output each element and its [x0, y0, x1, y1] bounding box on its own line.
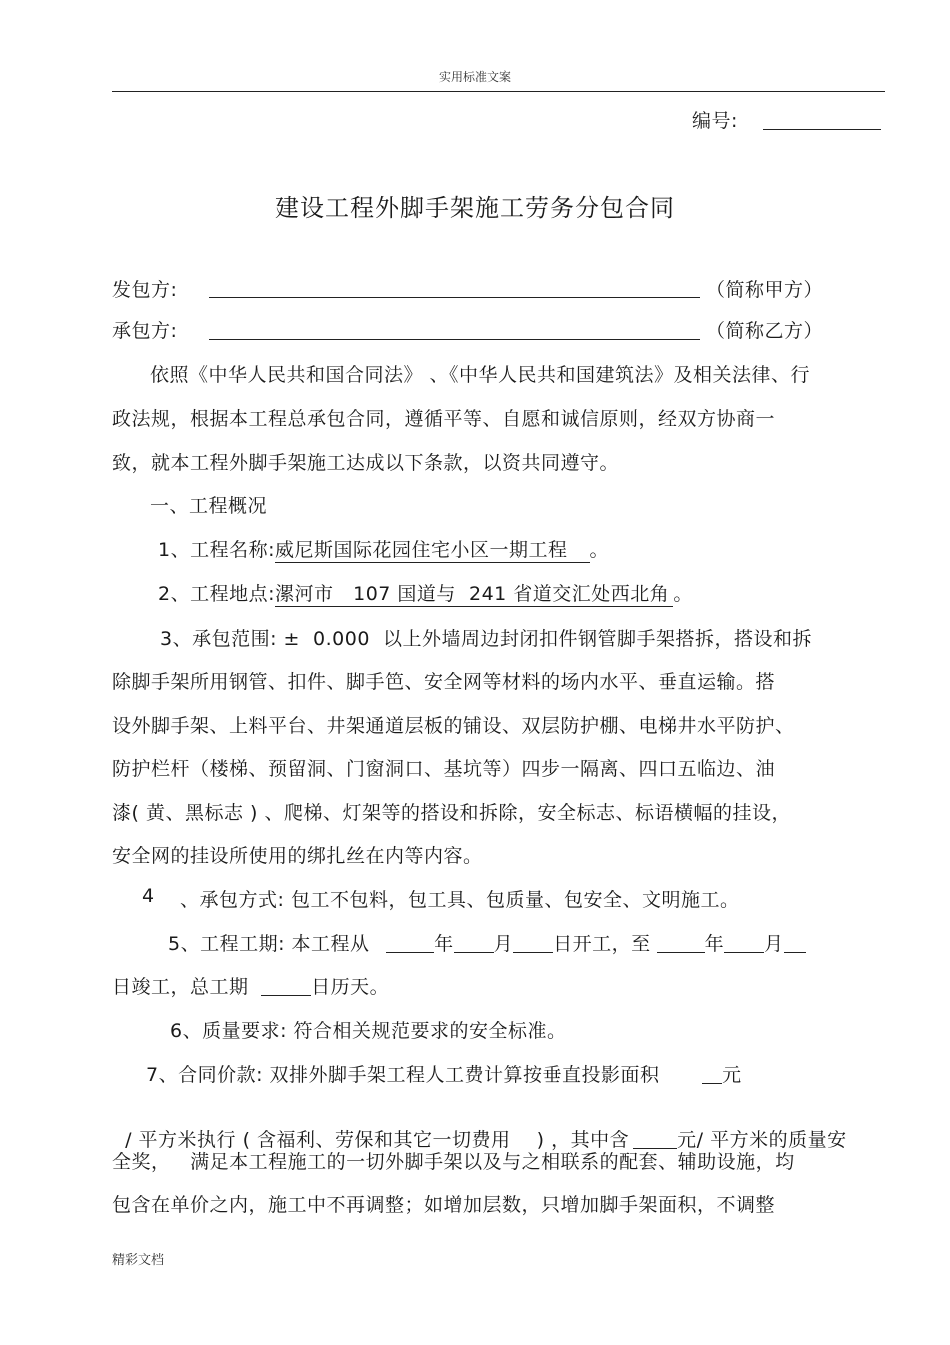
item-3-line-6: 安全网的挂设所使用的绑扎丝在内等内容。 [112, 845, 483, 867]
item-4-text: 、承包方式: 包工不包料，包工具、包质量、包安全、文明施工。 [180, 889, 740, 911]
item-2-label: 2、工程地点: [158, 583, 275, 605]
employer-field[interactable] [209, 297, 700, 298]
intro-line-1: 依照《中华人民共和国合同法》 、《中华人民共和国建筑法》及相关法律、行 [150, 364, 811, 386]
contractor-label: 承包方: [112, 320, 178, 342]
item-3-line-1: 3、承包范围: ± 0.000 以上外墙周边封闭扣件钢管脚手架搭拆，搭设和拆 [160, 628, 813, 650]
contractor-field[interactable] [209, 339, 700, 340]
item-3-line-2: 除脚手架所用钢管、扣件、脚手笆、安全网等材料的场内水平、垂直运输。搭 [112, 671, 776, 693]
end-month-field[interactable] [724, 934, 764, 953]
item-5-duration-unit: 日历天。 [311, 976, 390, 998]
page-header: 实用标准文案 [438, 70, 511, 84]
number-field[interactable] [763, 129, 881, 130]
number-label: 编号: [692, 110, 738, 132]
end-month-label: 月 [764, 933, 784, 955]
item-7-line-1 [146, 1060, 742, 1087]
item-2 [158, 579, 693, 607]
employer-label: 发包方: [112, 279, 178, 301]
item-7-line-3: 全奖， 满足本工程施工的一切外脚手架以及与之相联系的配套、辅助设施，均 [112, 1151, 795, 1173]
item-1-label: 1、工程名称: [158, 539, 275, 561]
contractor-alias: （简称乙方） [706, 320, 824, 342]
item-5-line-1 [168, 929, 806, 956]
item-7-line-2-a: / 平方米执行 ( 含福利、劳保和其它一切费用 ) ，其中含 [125, 1129, 630, 1151]
header-divider [112, 91, 885, 92]
start-month-field[interactable] [454, 934, 494, 953]
item-4-number: 4 [142, 885, 155, 907]
intro-line-3: 致，就本工程外脚手架施工达成以下条款，以资共同遵守。 [112, 452, 620, 474]
unit-price-field[interactable] [702, 1065, 722, 1084]
document-title: 建设工程外脚手架施工劳务分包合同 [275, 194, 675, 222]
item-3-line-4: 防护栏杆（楼梯、预留洞、门窗洞口、基坑等）四步一隔离、四口五临边、油 [112, 758, 776, 780]
item-2-end: 。 [673, 583, 693, 605]
project-location-field[interactable]: 漯河市 107 国道与 241 省道交汇处西北角 [275, 579, 673, 607]
end-day-field[interactable] [784, 934, 806, 953]
item-7-line-2 [112, 1103, 847, 1152]
item-7-unit: 元 [722, 1064, 742, 1086]
item-1-end: 。 [589, 539, 610, 561]
item-5-label: 5、工程工期: 本工程从 [168, 933, 370, 955]
start-year-label: 年 [434, 933, 454, 955]
item-6-text: 6、质量要求: 符合相关规范要求的安全标准。 [170, 1020, 567, 1042]
start-month-label: 月 [493, 933, 514, 955]
item-5-line-2 [112, 972, 389, 999]
duration-field[interactable] [261, 977, 311, 996]
item-3-line-5: 漆( 黄、黑标志 ) 、爬梯、灯架等的搭设和拆除，安全标志、标语横幅的挂设， [112, 802, 791, 824]
item-5-end-label: 日竣工，总工期 [112, 976, 249, 998]
employer-alias: （简称甲方） [706, 279, 824, 301]
item-1 [158, 535, 609, 563]
start-day-field[interactable] [513, 934, 553, 953]
start-day-label: 日开工，至 [553, 933, 651, 955]
item-7-label: 7、合同价款: 双排外脚手架工程人工费计算按垂直投影面积 [146, 1064, 660, 1086]
start-year-field[interactable] [386, 934, 434, 953]
intro-line-2: 政法规，根据本工程总承包合同，遵循平等、自愿和诚信原则，经双方协商一 [112, 408, 776, 430]
end-year-label: 年 [704, 933, 725, 955]
item-3-line-3: 设外脚手架、上料平台、井架通道层板的铺设、双层防护棚、电梯井水平防护、 [112, 715, 795, 737]
item-7-line-4: 包含在单价之内，施工中不再调整；如增加层数，只增加脚手架面积，不调整 [112, 1194, 776, 1216]
page-footer: 精彩文档 [112, 1253, 165, 1268]
section-1-heading: 一、工程概况 [150, 495, 268, 517]
item-7-line-2-b: 元/ 平方米的质量安 [677, 1129, 847, 1151]
end-year-field[interactable] [657, 934, 705, 953]
project-name-field[interactable]: 威尼斯国际花园住宅小区一期工程 [275, 535, 590, 563]
